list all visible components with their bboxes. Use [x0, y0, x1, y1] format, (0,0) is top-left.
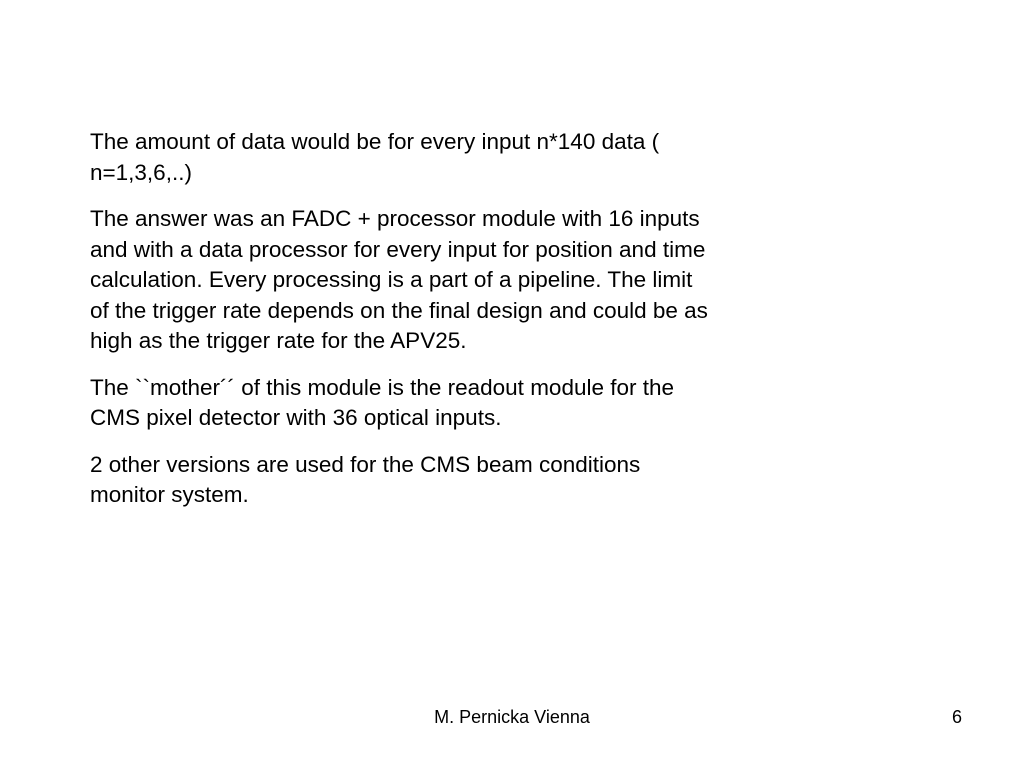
footer-author: M. Pernicka Vienna — [434, 707, 590, 727]
paragraph-data-amount: The amount of data would be for every input n*140 data ( n=1,3,6,..) — [90, 129, 660, 185]
slide-body — [90, 127, 810, 527]
paragraph-other-versions: 2 other versions are used for the CMS beam conditions monitor system. — [90, 451, 641, 507]
paragraph-fadc-module: The answer was an FADC + processor module with 16 inputs and with a data processor for every input for position and time calculation. Every processing is a part of a pipeline. The limit of the trigger rate depends on the final design and could be as high as the trigger rate for the APV25. — [90, 206, 708, 353]
paragraph-mother-module: The ``mother´´ of this module is the readout module for the CMS pixel detector with 36 optical inputs. — [90, 374, 675, 430]
page-number: 6 — [951, 707, 962, 727]
